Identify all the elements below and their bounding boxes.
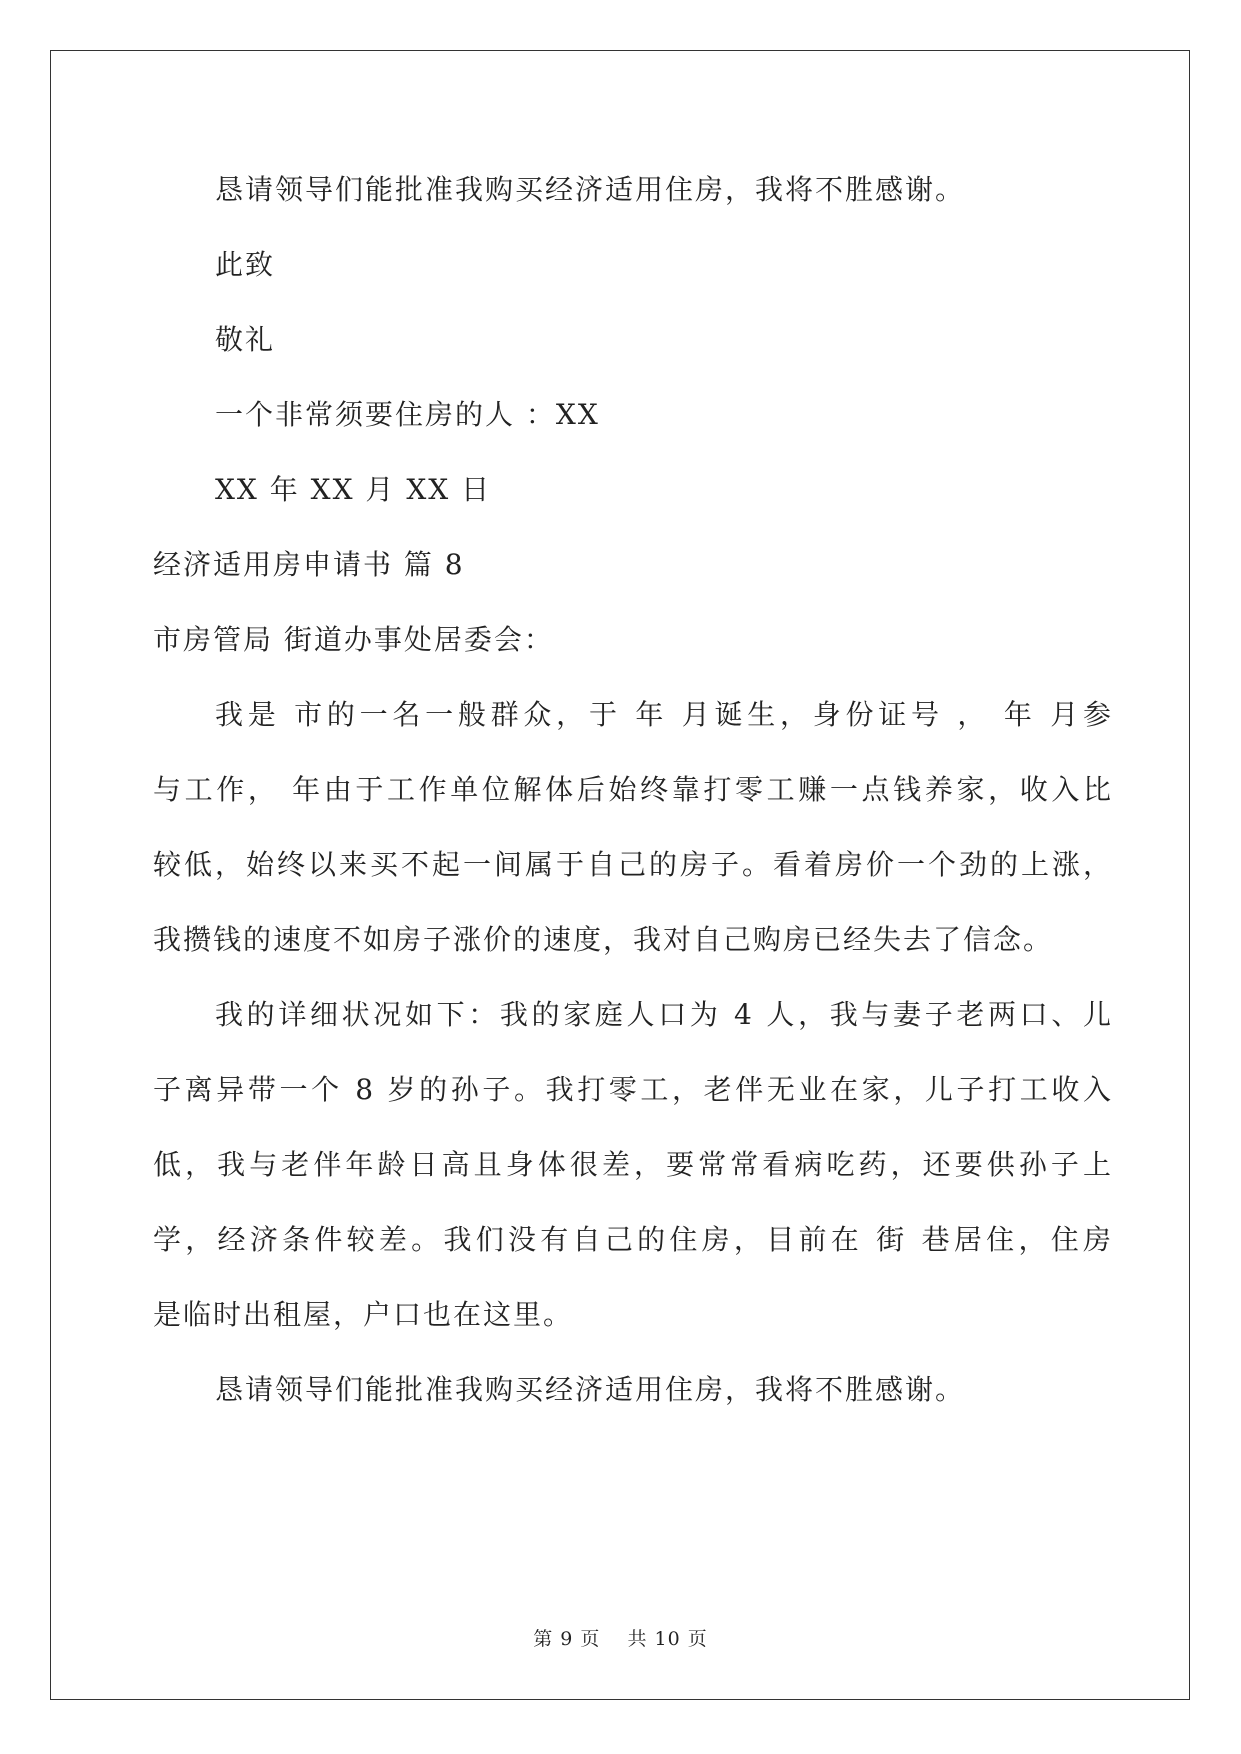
salutation-jingli: 敬礼 [215,323,276,356]
paragraph-1-line-4: 我攒钱的速度不如房子涨价的速度，我对自己购房已经失去了信念。 [153,923,1054,956]
section-heading: 经济适用房申请书 篇 8 [153,548,465,581]
closing-request: 恳请领导们能批准我购买经济适用住房，我将不胜感谢。 [215,173,966,206]
page-number: 第 9 页 共 10 页 [533,1628,708,1650]
paragraph-1-line-1: 我是 市的一名一般群众，于 年 月诞生，身份证号 ， 年 月参 [215,698,1113,731]
paragraph-2-line-3: 低，我与老伴年龄日高且身体很差，要常常看病吃药，还要供孙子上 [153,1148,1113,1181]
paragraph-1-line-2: 与工作， 年由于工作单位解体后始终靠打零工赚一点钱养家，收入比 [153,773,1113,806]
paragraph-2-line-4: 学，经济条件较差。我们没有自己的住房，目前在 街 巷居住，住房 [153,1223,1113,1256]
signature-line: 一个非常须要住房的人 ：XX [215,398,600,431]
paragraph-2-line-5: 是临时出租屋，户口也在这里。 [153,1298,574,1331]
paragraph-2-line-2: 子离异带一个 8 岁的孙子。我打零工，老伴无业在家，儿子打工收入 [153,1073,1113,1106]
closing-request-repeat: 恳请领导们能批准我购买经济适用住房，我将不胜感谢。 [215,1373,966,1406]
salutation-cizhi: 此致 [215,248,276,281]
date-line: XX 年 XX 月 XX 日 [215,473,492,506]
paragraph-1-line-3: 较低，始终以来买不起一间属于自己的房子。看着房价一个劲的上涨， [153,848,1113,881]
addressee-line: 市房管局 街道办事处居委会： [153,623,554,656]
paragraph-2-line-1: 我的详细状况如下：我的家庭人口为 4 人，我与妻子老两口、儿 [215,998,1113,1031]
